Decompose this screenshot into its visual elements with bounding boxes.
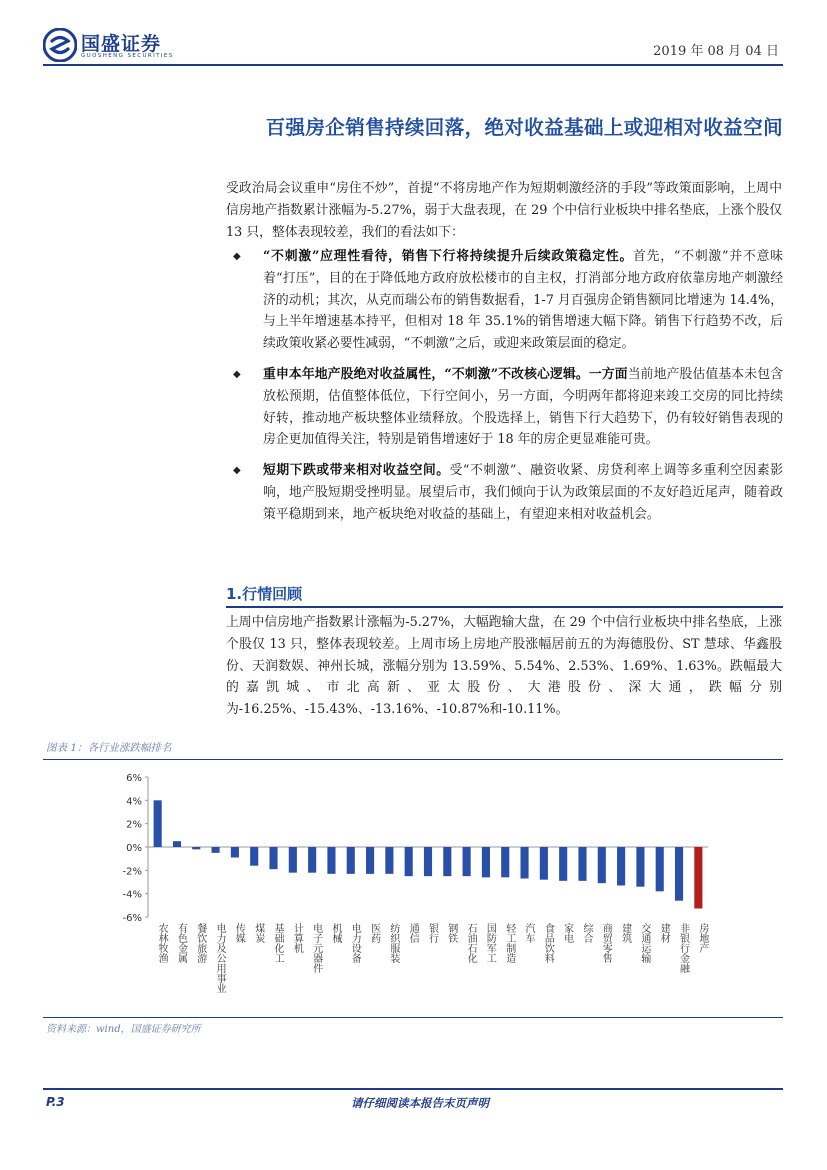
- logo-mark-icon: [43, 28, 77, 62]
- figure-divider: [43, 759, 783, 760]
- x-tick-label: 纺织服装: [387, 923, 399, 963]
- bar-传媒: [231, 847, 239, 858]
- bar-石油石化: [463, 847, 471, 876]
- y-tick-label: -2%: [122, 866, 142, 878]
- x-tick-label: 建材: [658, 923, 670, 943]
- x-tick-label: 传媒: [233, 923, 245, 943]
- logo-name: 国盛证券: [81, 33, 162, 55]
- x-tick-label: 煤炭: [252, 923, 264, 943]
- bar-计算机: [289, 847, 297, 873]
- bar-建筑: [617, 847, 625, 886]
- footer-divider: [43, 1088, 783, 1090]
- page-title: 百强房企销售持续回落，绝对收益基础上或迎相对收益空间: [265, 116, 783, 139]
- bar-餐饮旅游: [192, 847, 200, 849]
- bar-轻工制造: [501, 847, 509, 877]
- bar-电力及公用事业: [212, 847, 220, 853]
- bar-综合: [578, 847, 586, 881]
- footer-disclaimer: 请仔细阅读本报告末页声明: [351, 1096, 489, 1110]
- bar-电力设备: [347, 847, 355, 874]
- logo-subtitle: GUOSHENG SECURITIES: [81, 53, 174, 59]
- x-tick-label: 餐饮旅游: [194, 923, 206, 963]
- section-paragraph: 上周中信房地产指数累计涨幅为-5.27%，大幅跑输大盘，在 29 个中信行业板块中排名垫底，上涨个股仅 13 只，整体表现较差。上周市场上房地产股涨幅居前五的为海德股份、ST 慧球、华鑫股份、天润数娱、神州长城，涨幅分别为 13.59%、5.54%、2.53%、1.69%、1.63%。跌幅最大的嘉凯城、市北高新、亚太股份、大港股份、深大通，跌幅分别为-16.25%、-15.43%、-13.16%、-10.87%和-10.11%。: [226, 615, 782, 718]
- x-tick-label: 非银行金融: [677, 923, 689, 973]
- y-tick-label: 6%: [126, 773, 142, 784]
- bar-医药: [366, 847, 374, 874]
- bar-汽车: [520, 847, 528, 879]
- y-tick-label: 2%: [126, 819, 142, 831]
- figure-source: 资料来源：wind，国盛证券研究所: [46, 1024, 201, 1035]
- section-divider: [226, 606, 783, 608]
- x-tick-label: 通信: [407, 923, 419, 943]
- bar-煤炭: [250, 847, 258, 866]
- x-tick-label: 家电: [561, 923, 573, 943]
- figure-label: 图表 1：各行业涨跌幅排名: [46, 742, 172, 754]
- bullet-lead: “不刺激”应理性看待，销售下行将持续提升后续政策稳定性。: [263, 249, 634, 264]
- bar-通信: [405, 847, 413, 876]
- bullet-text: 当前地产股估值基本未包含放松预期，估值整体低位，下行空间小，另一方面，今明两年都将迎来竣工交房的同比持续好转，推动地产板块整体业绩释放。个股选择上，销售下行大趋势下，仍有较好销售表现的房企更加值得关注，特别是销售增速好于 18 年的房企更显难能可贵。: [263, 367, 783, 448]
- bar-有色金属: [173, 841, 181, 847]
- y-tick-label: -6%: [122, 913, 142, 924]
- bar-chart: [108, 765, 728, 1010]
- bar-农林牧渔: [154, 800, 162, 847]
- x-tick-label: 电力及公用事业: [214, 923, 226, 993]
- x-tick-label: 机械: [329, 923, 341, 943]
- x-tick-label: 计算机: [291, 923, 303, 953]
- bar-基础化工: [269, 847, 277, 869]
- x-tick-label: 医药: [368, 923, 380, 943]
- x-tick-label: 交通运输: [638, 923, 650, 963]
- bullet-lead: 短期下跌或带来相对收益空间。: [263, 463, 450, 478]
- bar-食品饮料: [540, 847, 548, 880]
- x-tick-label: 基础化工: [272, 923, 284, 963]
- bar-商贸零售: [598, 847, 606, 883]
- bullet-icon: ◆: [233, 465, 241, 476]
- bullet-paragraph: [263, 460, 783, 525]
- x-tick-label: 综合: [580, 923, 592, 943]
- x-tick-label: 银行: [426, 923, 438, 943]
- intro-paragraph: 受政治局会议重申“房住不炒”，首提“不将房地产作为短期刺激经济的手段”等政策面影响，上周中信房地产指数累计涨幅为-5.27%，弱于大盘表现，在 29 个中信行业板块中排名垫底，上涨个股仅 13 只，整体表现较差，我们的看法如下：: [226, 181, 782, 240]
- x-tick-label: 有色金属: [175, 923, 187, 963]
- bar-交通运输: [636, 847, 644, 887]
- bar-国防军工: [482, 847, 490, 877]
- bar-房地产: [694, 847, 702, 908]
- bullet-icon: ◆: [233, 369, 241, 380]
- x-tick-label: 商贸零售: [600, 923, 612, 963]
- bar-建材: [656, 847, 664, 891]
- page-number: P.3: [46, 1095, 65, 1109]
- x-tick-label: 石油石化: [465, 923, 477, 963]
- bullet-paragraph: [263, 364, 783, 451]
- bullet-text: 受“不刺激”、融资收紧、房贷利率上调等多重利空因素影响，地产股短期受挫明显。展望后市，我们倾向于认为政策层面的不友好趋近尾声，随着政策平稳期到来，地产板块绝对收益的基础上，有望迎来相对收益机会。: [263, 463, 783, 522]
- bar-电子元器件: [308, 847, 316, 873]
- x-tick-label: 农林牧渔: [156, 923, 168, 963]
- x-tick-label: 轻工制造: [503, 923, 515, 963]
- x-tick-label: 钢铁: [445, 923, 457, 943]
- bullet-text: 首先，“不刺激”并不意味着“打压”，目的在于降低地方政府放松楼市的自主权，打消部分地方政府依靠房地产刺激经济的动机；其次，从克而瑞公布的销售数据看，1-7 月百强房企销售额同比增速为 14.4%，与上半年增速基本持平，但相对 18 年 35.1%的销售增速大幅下降。销售下行趋势不改，后续政策收紧必要性减弱，“不刺激”之后，或迎来政策层面的稳定。: [263, 249, 783, 352]
- bar-机械: [327, 847, 335, 874]
- y-tick-label: -4%: [122, 889, 142, 901]
- bar-纺织服装: [385, 847, 393, 874]
- report-date: 2019 年 08 月 04 日: [653, 44, 779, 59]
- x-tick-label: 食品饮料: [542, 923, 554, 963]
- x-tick-label: 国防军工: [484, 923, 496, 963]
- x-tick-label: 房地产: [696, 923, 708, 953]
- bullet-icon: ◆: [233, 251, 241, 262]
- bar-钢铁: [443, 847, 451, 876]
- header-divider: [43, 64, 783, 66]
- x-tick-label: 建筑: [619, 923, 631, 943]
- bar-非银行金融: [675, 847, 683, 901]
- source-divider: [43, 1017, 783, 1018]
- x-tick-label: 汽车: [523, 923, 535, 943]
- company-logo: [43, 28, 178, 64]
- y-tick-label: 0%: [126, 843, 142, 854]
- bar-银行: [424, 847, 432, 876]
- section-title: 1.行情回顾: [226, 585, 303, 603]
- x-tick-label: 电力设备: [349, 923, 361, 963]
- bullet-lead: 重申本年地产股绝对收益属性，“不刺激”不改核心逻辑。一方面: [263, 367, 628, 382]
- bar-家电: [559, 847, 567, 881]
- x-tick-label: 电子元器件: [310, 923, 322, 973]
- bullet-paragraph: [263, 246, 783, 355]
- y-tick-label: 4%: [126, 796, 142, 808]
